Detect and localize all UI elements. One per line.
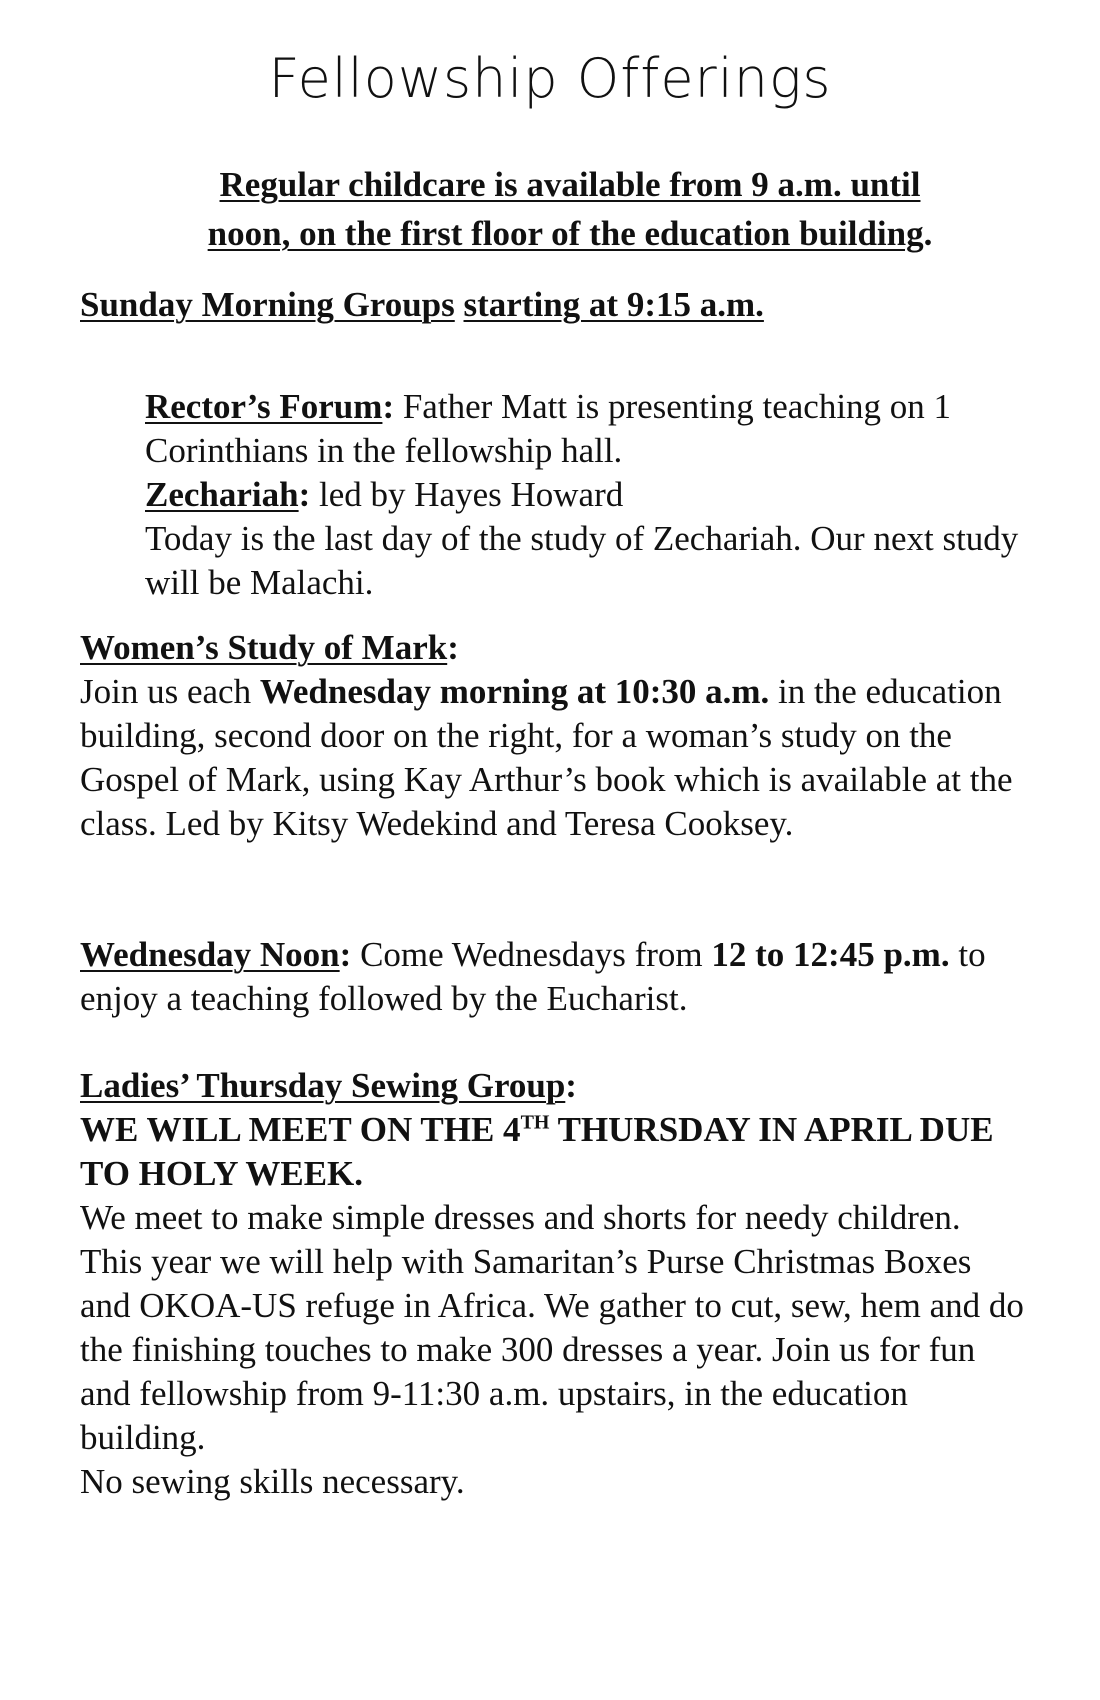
sunday-heading-label: Sunday Morning Groups [80, 285, 455, 324]
zechariah-leader: led by Hayes Howard [310, 475, 624, 514]
childcare-line-2: noon, on the first floor of the education building [207, 214, 924, 253]
rectors-forum-colon: : [382, 387, 395, 426]
zechariah-entry [145, 473, 1025, 517]
sunday-groups-heading [80, 283, 764, 327]
sewing-group-text: We meet to make simple dresses and shorts for needy children. This year we will help with Samaritan’s Purse Christmas Boxes and OKOA-US refuge in Africa. We gather to cut, sew, hem and do the finishing touches to make 300 dresses a year. Join us for fun and fellowship from 9-11:30 a.m. upstairs, in the education building. [80, 1198, 1024, 1457]
zechariah-note: Today is the last day of the study of Zechariah. Our next study will be Malachi. [145, 519, 1019, 602]
sewing-notice-a: WE WILL MEET ON THE 4 [80, 1110, 521, 1149]
womens-study-text-b: in the education building, second door on the right, for a woman’s study on the Gospel of Mark, using Kay Arthur’s book which is available at the class. Led by Kitsy Wedekind and Teresa Cooksey. [80, 672, 1013, 843]
sunday-heading-time: starting at 9:15 a.m. [463, 285, 764, 324]
sewing-group-closing: No sewing skills necessary. [80, 1462, 465, 1501]
sewing-group-notice [80, 1110, 994, 1193]
wednesday-noon-entry [80, 933, 1030, 1021]
sewing-notice-sup: TH [520, 1111, 550, 1134]
womens-study-text-a: Join us each [80, 672, 260, 711]
zechariah-label: Zechariah [145, 475, 299, 514]
womens-study-entry [80, 626, 1030, 846]
sewing-notice-b: THURSDAY IN APRIL DUE TO HOLY WEEK. [80, 1110, 994, 1193]
womens-study-label: Women’s Study of Mark [80, 628, 448, 667]
womens-study-colon: : [447, 628, 459, 667]
zechariah-colon: : [298, 475, 311, 514]
childcare-period: . [923, 214, 933, 253]
wednesday-noon-text-b: to enjoy a teaching followed by the Eucharist. [80, 935, 986, 1018]
wednesday-noon-label: Wednesday Noon [80, 935, 340, 974]
wednesday-noon-colon: : [339, 935, 352, 974]
rectors-forum-entry [145, 385, 1025, 473]
sewing-group-entry [80, 1064, 1030, 1504]
sewing-group-colon: : [565, 1066, 577, 1105]
wednesday-noon-text-a: Come Wednesdays from [351, 935, 712, 974]
rectors-forum-text: Father Matt is presenting teaching on 1 Corinthians in the fellowship hall. [145, 387, 952, 470]
womens-study-time: Wednesday morning at 10:30 a.m. [259, 672, 770, 711]
page-title: Fellowship Offerings [268, 47, 832, 110]
childcare-notice [150, 160, 990, 258]
rectors-forum-label: Rector’s Forum [145, 387, 383, 426]
wednesday-noon-time: 12 to 12:45 p.m. [711, 935, 950, 974]
sewing-group-label: Ladies’ Thursday Sewing Group [80, 1066, 566, 1105]
childcare-line-1: Regular childcare is available from 9 a.m. until [219, 165, 921, 204]
